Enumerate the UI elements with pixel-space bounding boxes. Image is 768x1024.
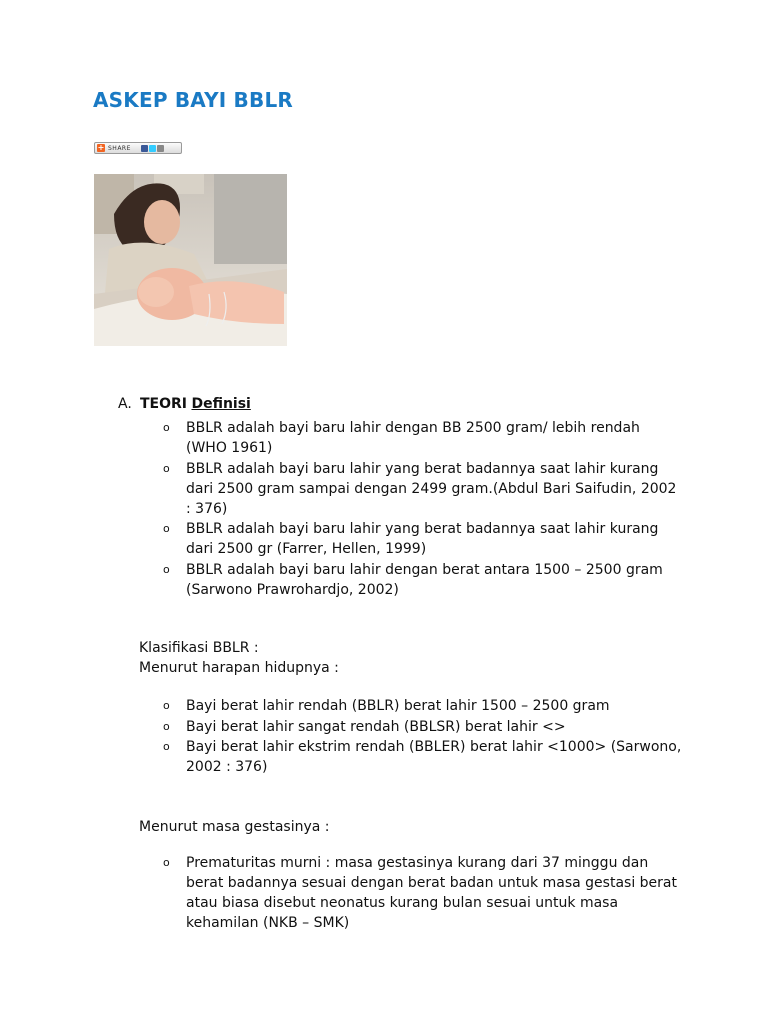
section-heading	[118, 396, 251, 412]
harapan-list	[163, 696, 683, 778]
klasifikasi-label: Klasifikasi BBLR :	[139, 640, 259, 656]
gestasi-label: Menurut masa gestasinya :	[139, 819, 330, 835]
bullet-icon: o	[163, 421, 170, 434]
plus-icon: +	[97, 143, 105, 152]
gestasi-list	[163, 853, 683, 934]
email-icon[interactable]	[157, 145, 164, 152]
baby-photo	[94, 174, 287, 346]
bullet-icon: o	[163, 461, 170, 475]
list-item: o BBLR adalah bayi baru lahir dengan BB 2500 gram/ lebih rendah (WHO 1961)	[163, 420, 640, 456]
bullet-icon: o	[163, 699, 170, 712]
share-label: SHARE	[108, 144, 131, 152]
list-item: o Bayi berat lahir sangat rendah (BBLSR) berat lahir <>	[163, 718, 566, 735]
harapan-label: Menurut harapan hidupnya :	[139, 660, 339, 676]
section-heading-text: TEORI	[140, 396, 188, 412]
list-item: o Bayi berat lahir ekstrim rendah (BBLER) berat lahir <1000> (Sarwono, 2002 : 376)	[163, 739, 682, 775]
bullet-icon: o	[163, 522, 170, 535]
bullet-icon: o	[163, 856, 170, 869]
list-item: o BBLR adalah bayi baru lahir dengan berat antara 1500 – 2500 gram (Sarwono Prawrohardjo, 2002)	[163, 561, 663, 598]
list-item: o BBLR adalah bayi baru lahir yang berat badannya saat lahir kurang dari 2500 gram sampai dengan 2499 gram.(Abdul Bari Saifudin, 2002 : 376)	[163, 460, 677, 517]
facebook-icon[interactable]	[141, 145, 148, 152]
definisi-list	[163, 418, 683, 600]
list-item: o Prematuritas murni : masa gestasinya kurang dari 37 minggu dan berat badannya sesuai dengan berat badan untuk masa gestasi berat atau biasa disebut neonatus kurang bulan sesuai untuk masa kehamilan (NKB – SMK)	[163, 855, 677, 931]
twitter-icon[interactable]	[149, 145, 156, 152]
list-item: o Bayi berat lahir rendah (BBLR) berat lahir 1500 – 2500 gram	[163, 698, 610, 714]
share-button[interactable]	[94, 142, 182, 154]
section-subheading: Definisi	[191, 396, 251, 412]
bullet-icon: o	[163, 740, 170, 753]
section-letter: A.	[118, 396, 132, 412]
bullet-icon: o	[163, 562, 170, 576]
list-item: o BBLR adalah bayi baru lahir yang berat badannya saat lahir kurang dari 2500 gr (Farrer, Hellen, 1999)	[163, 521, 659, 557]
page-title: ASKEP BAYI BBLR	[93, 88, 293, 112]
bullet-icon: o	[163, 719, 170, 733]
